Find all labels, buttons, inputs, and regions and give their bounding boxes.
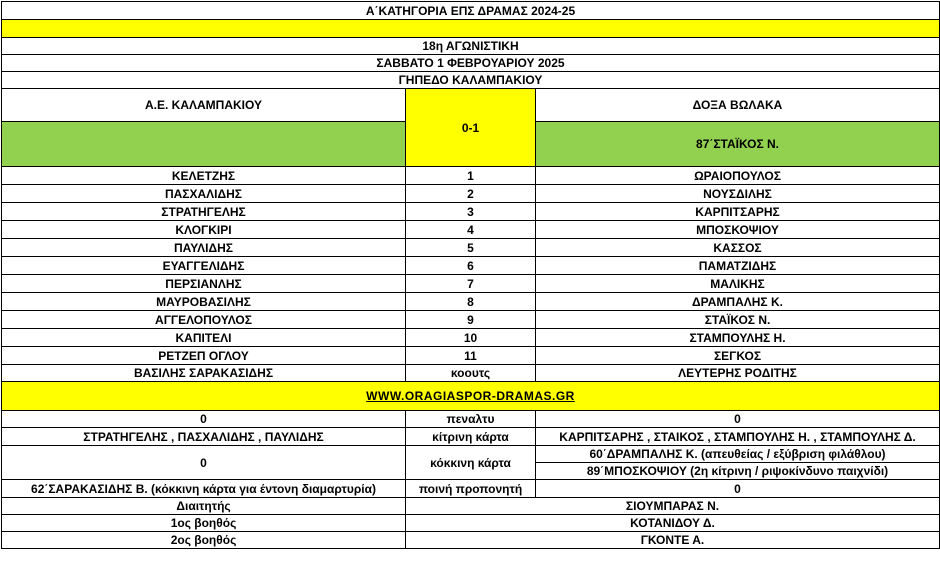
website-link[interactable]: WWW.ORAGIASPOR-DRAMAS.GR xyxy=(2,382,940,411)
official-name: ΓΚΟΝΤΕ Α. xyxy=(406,532,940,549)
final-score: 0-1 xyxy=(406,89,536,167)
home-penalties: 0 xyxy=(2,411,406,428)
lineup-row xyxy=(2,167,940,185)
penalty-row xyxy=(2,411,940,428)
shirt-number: 2 xyxy=(406,185,536,203)
away-red-card-1: 60΄ΔΡΑΜΠΑΛΗΣ Κ. (απευθείας / εξύβριση φιλάθλου) xyxy=(536,446,940,463)
away-player: ΜΠΟΣΚΟΨΙΟΥ xyxy=(536,221,940,239)
official-row xyxy=(2,532,940,549)
lineup-row xyxy=(2,221,940,239)
coach-penalty-label: ποινή προπονητή xyxy=(406,480,536,498)
penalty-label: πεναλτυ xyxy=(406,411,536,428)
away-player: ΚΑΡΠΙΤΣΑΡΗΣ xyxy=(536,203,940,221)
lineup-row xyxy=(2,311,940,329)
away-player: ΣΤΑΪΚΟΣ Ν. xyxy=(536,311,940,329)
away-player: ΩΡΑΙΟΠΟΥΛΟΣ xyxy=(536,167,940,185)
league-title: Α΄ΚΑΤΗΓΟΡΙΑ ΕΠΣ ΔΡΑΜΑΣ 2024-25 xyxy=(2,2,940,20)
coaches-row xyxy=(2,365,940,382)
official-row xyxy=(2,498,940,515)
away-penalties: 0 xyxy=(536,411,940,428)
away-player: ΝΟΥΣΔΙΛΗΣ xyxy=(536,185,940,203)
shirt-number: 4 xyxy=(406,221,536,239)
away-team-name: ΔΟΞΑ ΒΩΛΑΚΑ xyxy=(536,89,940,122)
shirt-number: 8 xyxy=(406,293,536,311)
official-name: ΚΟΤΑΝΙΔΟΥ Δ. xyxy=(406,515,940,532)
lineup-row xyxy=(2,203,940,221)
home-coach: ΒΑΣΙΛΗΣ ΣΑΡΑΚΑΣΙΔΗΣ xyxy=(2,365,406,382)
coach-label: κοουτς xyxy=(406,365,536,382)
away-coach: ΛΕΥΤΕΡΗΣ ΡΟΔΙΤΗΣ xyxy=(536,365,940,382)
official-role: 1ος βοηθός xyxy=(2,515,406,532)
shirt-number: 9 xyxy=(406,311,536,329)
away-player: ΠΑΜΑΤΖΙΔΗΣ xyxy=(536,257,940,275)
lineup-row xyxy=(2,293,940,311)
home-player: ΚΑΠΙΤΕΛΙ xyxy=(2,329,406,347)
shirt-number: 11 xyxy=(406,347,536,365)
official-name: ΣΙΟΥΜΠΑΡΑΣ Ν. xyxy=(406,498,940,515)
away-player: ΔΡΑΜΠΑΛΗΣ Κ. xyxy=(536,293,940,311)
lineup-row xyxy=(2,347,940,365)
yellow-card-row xyxy=(2,428,940,446)
home-player: ΠΕΡΣΙΑΝΛΗΣ xyxy=(2,275,406,293)
match-date: ΣΑΒΒΑΤΟ 1 ΦΕΒΡΟΥΑΡΙΟΥ 2025 xyxy=(2,55,940,72)
lineup-row xyxy=(2,239,940,257)
official-role: 2ος βοηθός xyxy=(2,532,406,549)
away-scorers: 87΄ΣΤΑΪΚΟΣ Ν. xyxy=(536,122,940,167)
shirt-number: 10 xyxy=(406,329,536,347)
away-red-card-2: 89΄ΜΠΟΣΚΟΨΙΟΥ (2η κίτρινη / ριψοκίνδυνο παιχνίδι) xyxy=(536,463,940,480)
home-player: ΚΕΛΕΤΖΗΣ xyxy=(2,167,406,185)
home-team-name: Α.Ε. ΚΑΛΑΜΠΑΚΙΟΥ xyxy=(2,89,406,122)
lineup-row xyxy=(2,257,940,275)
matchday: 18η ΑΓΩΝΙΣΤΙΚΗ xyxy=(2,38,940,55)
home-player: ΜΑΥΡΟΒΑΣΙΛΗΣ xyxy=(2,293,406,311)
coach-penalty-row xyxy=(2,480,940,498)
red-card-label: κόκκινη κάρτα xyxy=(406,446,536,480)
home-player: ΑΓΓΕΛΟΠΟΥΛΟΣ xyxy=(2,311,406,329)
home-player: ΚΛΟΓΚΙΡΙ xyxy=(2,221,406,239)
lineup-row xyxy=(2,329,940,347)
home-player: ΕΥΑΓΓΕΛΙΔΗΣ xyxy=(2,257,406,275)
official-role: Διαιτητής xyxy=(2,498,406,515)
yellow-card-label: κίτρινη κάρτα xyxy=(406,428,536,446)
home-scorers xyxy=(2,122,406,167)
home-player: ΠΑΣΧΑΛΙΔΗΣ xyxy=(2,185,406,203)
shirt-number: 7 xyxy=(406,275,536,293)
match-report-sheet xyxy=(1,1,940,549)
home-red-cards: 0 xyxy=(2,446,406,480)
shirt-number: 3 xyxy=(406,203,536,221)
away-player: ΣΤΑΜΠΟΥΛΗΣ Η. xyxy=(536,329,940,347)
home-coach-penalty: 62΄ΣΑΡΑΚΑΣΙΔΗΣ Β. (κόκκινη κάρτα για έντονη διαμαρτυρία) xyxy=(2,480,406,498)
shirt-number: 6 xyxy=(406,257,536,275)
lineup-row xyxy=(2,275,940,293)
home-player: ΡΕΤΖΕΠ ΟΓΛΟΥ xyxy=(2,347,406,365)
away-player: ΚΑΣΣΟΣ xyxy=(536,239,940,257)
shirt-number: 1 xyxy=(406,167,536,185)
lineup-row xyxy=(2,185,940,203)
away-yellow-cards: ΚΑΡΠΙΤΣΑΡΗΣ , ΣΤΑΙΚΟΣ , ΣΤΑΜΠΟΥΛΗΣ Η. , ΣΤΑΜΠΟΥΛΗΣ Δ. xyxy=(536,428,940,446)
yellow-spacer-row xyxy=(2,20,940,38)
home-yellow-cards: ΣΤΡΑΤΗΓΕΛΗΣ , ΠΑΣΧΑΛΙΔΗΣ , ΠΑΥΛΙΔΗΣ xyxy=(2,428,406,446)
shirt-number: 5 xyxy=(406,239,536,257)
red-card-row xyxy=(2,446,940,463)
home-player: ΠΑΥΛΙΔΗΣ xyxy=(2,239,406,257)
official-row xyxy=(2,515,940,532)
away-player: ΜΑΛΙΚΗΣ xyxy=(536,275,940,293)
away-coach-penalty: 0 xyxy=(536,480,940,498)
home-player: ΣΤΡΑΤΗΓΕΛΗΣ xyxy=(2,203,406,221)
venue: ΓΗΠΕΔΟ ΚΑΛΑΜΠΑΚΙΟΥ xyxy=(2,72,940,89)
away-player: ΣΕΓΚΟΣ xyxy=(536,347,940,365)
